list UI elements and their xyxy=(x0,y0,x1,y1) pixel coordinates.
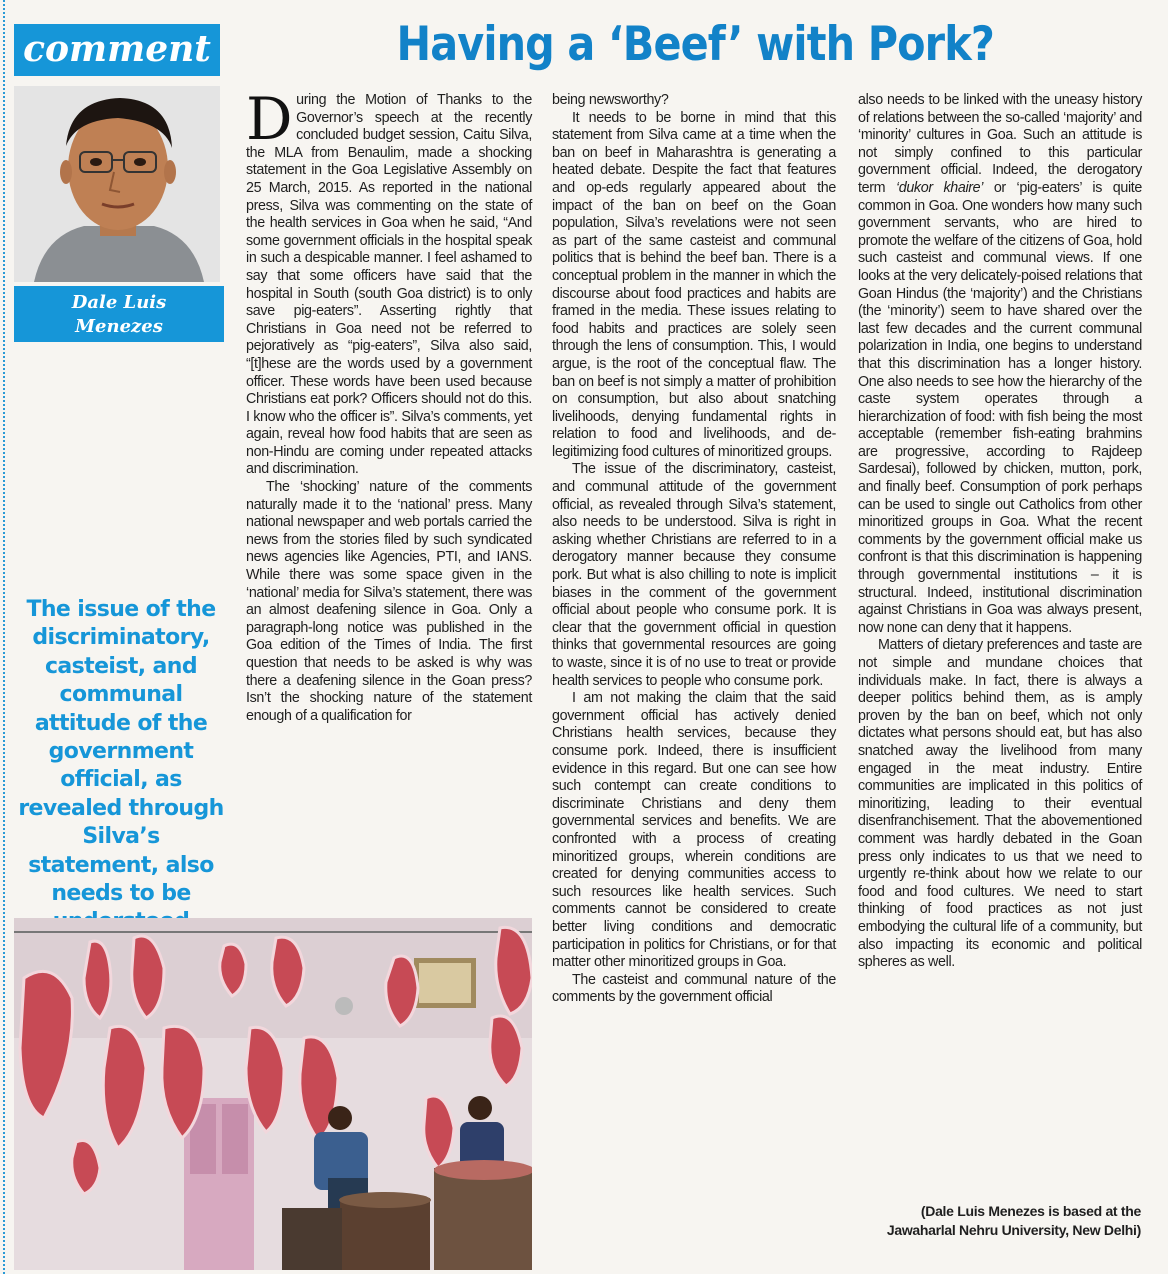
article-paragraph xyxy=(858,92,1142,637)
section-badge: comment xyxy=(14,24,220,76)
pull-quote: The issue of the discriminatory, casteist, and communal attitude of the government official, as revealed through Silva’s statement, also needs to be xyxy=(18,597,224,907)
article-paragraph: The issue of the discriminatory, casteist, and communal attitude of the government official, as revealed through Silva’s statement, also needs to be understood. Silva is right in asking whether Christians are referred to in a derogatory manner because they consume pork. But what is also chilling to note is implicit biases in the comment of the government official about people who consume pork. It is clear that the government official in question thinks that governmental resources are going to waste, since it is of no use to treat or provide health services to people who consume pork. xyxy=(552,461,836,689)
article-paragraph: It needs to be borne in mind that this statement from Silva came at a time when the ban on beef in Maharashtra is generating a heated debate. Despite the fact that features and op-eds regularly appeared about the impact of the ban on beef on the Goan population, Silva’s revelations were not seen as part of the same casteist and communal politics that is behind the beef ban. There is a conceptual problem in the manner in which the discourse about food practices and habits are framed in the media. These issues relating to food habits and practices are solely seen through the lens of consumption. This, I would argue, is the root of the conceptual flaw. The ban on beef is not simply a matter of prohibition on consumption, but also about snatching livelihoods, denying fundamental rights in relation to food and livelihoods, and de-legitimizing food cultures of minoritized groups. xyxy=(552,109,836,460)
article-paragraph: The casteist and communal nature of the comments by the government official xyxy=(552,971,836,1006)
credit-line-1: (Dale Luis Menezes is based at the xyxy=(920,1203,1141,1219)
italic-term: ‘dukor khaire’ xyxy=(895,179,984,196)
credit-line-2: Jawaharlal Nehru University, New Delhi) xyxy=(886,1222,1141,1238)
article-column-3 xyxy=(858,92,1142,972)
headline: Having a ‘Beef’ with Pork? xyxy=(396,17,994,72)
left-dotted-rule xyxy=(3,0,5,1274)
butcher-shop-illustration xyxy=(14,918,532,1270)
author-portrait xyxy=(14,86,220,282)
article-paragraph xyxy=(246,85,532,479)
paragraph-text: or ‘pig-eaters’ is quite common in Goa. One wonders how many such government servants, who are hired to promote the welfare of the citizens of Goa, hold such casteist and communal views. If one looks at the very delicately-poised relations that Goan Hindus (the ‘majority’) and the Christians (the ‘minority’) seem to have shared over the last few decades and the current communal polarization in India, one begins to understand that this discrimination has a longer history. One also needs to see how the hierarchy of the caste system operates through a hierarchization of food: with fish being the most acceptable (remember fish-eating brahmins are progressive, according to Rajdeep Sardesai), followed by chicken, mutton, pork, and finally beef. Consumption of pork perhaps can be used to single out Catholics from other minoritized groups in Goa. What the recent comments by the government official make us confront is that this discrimination is happening through governmental institutions – it is structural. Indeed, institutional discrimination against Christians in Goa was always present, now none can deny that it happens. xyxy=(858,179,1142,636)
article-paragraph: I am not making the claim that the said government official has actively denied Christians health services, because they consume pork. Indeed, there is insufficient evidence in this regard. But one can see how such contempt can create conditions to discriminate Christians and deny them governmental services and benefits. We are confronted with a process of creating minoritized groups, wherein conditions are created for denying communities access to such resources like health services. Such comments cannot be considered to create better living conditions and democratic participation in politics for Christians, or for that matter other minoritized groups in Goa. xyxy=(552,690,836,971)
article-column-1 xyxy=(246,85,532,725)
article-paragraph: The ‘shocking’ nature of the comments naturally made it to the ‘national’ press. Many national newspaper and web portals carried the news from the stories filed by such syndicated news agencies like Agencies, PTI, and IANS. While there was some space given in the ‘national’ media for Silva’s statement, there was an almost deafening silence in Goa. Only a paragraph-long notice was published in the Goa edition of the Times of India. The first question that needs to be asked is why was there a deafening silence in the Goan press? Isn’t the shocking nature of the statement enough of a qualification for xyxy=(246,479,532,724)
author-name-line2: Menezes xyxy=(75,316,163,337)
author-byline xyxy=(14,286,224,342)
article-column-2 xyxy=(552,92,836,1007)
author-credit xyxy=(858,1202,1141,1240)
portrait-illustration xyxy=(14,86,220,282)
paragraph-text: also needs to be linked with the uneasy history of relations between the so-called ‘majority’ and ‘minority’ cultures in Goa. Such an attitude is not simply confined to this particular government official. Indeed, the derogatory term xyxy=(858,92,1142,196)
paragraph-text: uring the Motion of Thanks to the Governor’s speech at the recently concluded budget session, Caitu Silva, the MLA from Benaulim, made a shocking statement in the Goa Legislative Assembly on 25 March, 2015. As reported in the national press, Silva was commenting on the state of the health services in Goa when he said, “And some government officials in the hospital speak in such a despicable manner. I feel ashamed to say that some officers have said that the hospital in South (south Goa district) is to only save pig-eaters”. Asserting rightly that Christians in Goa need not be referred to pejoratively as “pig-eaters”, Silva also said, “[t]hese are the words used by a government officer. These words have been used because Christians eat pork? Officers should not do this. I know who the officer is”. Silva’s comments, yet again, reveal how food habits that are seen as non-Hindu are coming under repeated attacks and discrimination. xyxy=(246,92,532,478)
drop-cap: D xyxy=(246,85,293,153)
butcher-shop-photo xyxy=(14,918,532,1270)
article-paragraph: being newsworthy? xyxy=(552,92,669,108)
article-paragraph: Matters of dietary preferences and taste are not simple and mundane choices that individuals make. In fact, there is always a deeper politics behind them, as is amply proven by the ban on beef, which not only dictates what persons should eat, but has also snatched away the livelihood from many engaged in the meat industry. Entire communities are implicated in this politics of minoritizing, leading to their eventual disenfranchisement. That the abovementioned comment was hardly debated in the Goan press only indicates to us that we need to urgently re-think about how we relate to our food and food cultures. We need to start thinking of food practices as not just embodying the cultural life of a community, but also impacting its economic and political spheres as well. xyxy=(858,637,1142,971)
author-name-line1: Dale Luis xyxy=(71,292,167,313)
